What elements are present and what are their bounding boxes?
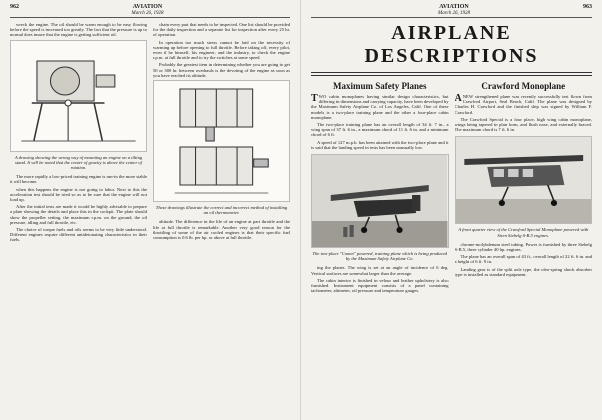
drop-cap: T bbox=[311, 94, 318, 104]
figure-caption: The two-place "Comet" powered, training plane which is being produced by the Maximum Safety Airplane Co. bbox=[312, 251, 447, 262]
right-running-head bbox=[311, 4, 592, 18]
left-masthead bbox=[132, 4, 164, 17]
paragraph: Probably the greatest item in determining whether you are going to get 50 or 300 hr. between overhauls is the devoting of the engine as soon as you have reached its altitude. bbox=[153, 62, 290, 78]
right-masthead bbox=[438, 4, 470, 17]
paragraph: The Crawford Special is a four place, high wing cabin monoplane, wings being tapered in plan form, and flush nose, and externally braced. The maximum chord is 7 ft. 6 in. bbox=[454, 116, 592, 133]
paragraph: chrome-molybdenum steel tubing. Power is furnished by three Siebelg S-B.5, three cylinder 40 hp. engines. bbox=[454, 241, 592, 253]
drop-cap: A bbox=[454, 94, 462, 104]
paragraph: altitude. The difference in the life of an engine at part throttle and the life at full throttle is remarkable. Another very good reason for the throttling of some of the air cooled engines is that their specific fuel consumption is 0.6 lb. per hp. or above at full throttle. bbox=[153, 219, 290, 241]
article-maximum-safety bbox=[311, 80, 449, 295]
paragraph: chain every part that needs to be inspected. One list should be provided for the daily inspection and a separate list for inspection after every 25 hr. of operation. bbox=[153, 22, 290, 38]
paragraph: The plane has an overall span of 43 ft., overall length of 22 ft. 6 in. and a height of 6 ft. 9 in. bbox=[454, 254, 592, 265]
crawford-monoplane-photo bbox=[455, 136, 593, 224]
paragraph: The choice of torque fuels and oils seems to be very little understood. Different engines require different antidetonating characteristics in their fuels. bbox=[10, 227, 147, 243]
paragraph: when this happens the engine is not going to labor. Next to this the acceleration test should be tried so as to be sure that the engine will not load up. bbox=[10, 186, 147, 203]
banner-rule bbox=[311, 72, 592, 76]
paragraph: A speed of 127 m.p.h. has been attained with the two-place plane and it is said that the landing speed in tests has been unusually low. bbox=[311, 139, 449, 150]
paragraph: After the initial tests are made it would be highly advisable to prepare a plate showing the details and place this in the cockpit. The plate should show the propeller setting, the maximum r.p.m. on the ground, the oil pressure, idling and full throttle, etc. bbox=[10, 204, 147, 225]
paragraph: WO cabin monoplanes having similar design characteristics, but differing in dimensions and carrying capacity, have been developed by the Maximum Safety Airplane Co. of Los Angeles, Calif. One of these models is a two-place training plane and the other a four-place cabin monoplane. bbox=[311, 94, 449, 120]
article-crawford-monoplane bbox=[455, 80, 593, 295]
paragraph: NEW strengthened plane was recently successfully test flown from Crawford Airport, Seal Beach, Calif. The plane was designed by Charles H. Crawford and the finished ship was signed by William F. Crawford. bbox=[454, 94, 592, 115]
left-issue-date: March 26, 1928 bbox=[131, 11, 164, 16]
article-title: Crawford Monoplane bbox=[481, 81, 566, 91]
comet-training-plane-photo bbox=[311, 154, 449, 248]
section-banner: AIRPLANE DESCRIPTIONS bbox=[364, 22, 539, 67]
figure-caption: A drawing showing the wrong way of mounting an engine on a tilting stand. It will be noted that the center of gravity is above the center of rotation. bbox=[14, 154, 143, 171]
figure-caption: A front quarter view of the Crawford Special Monoplane powered with Siren Siebelg S-B.5 engines. bbox=[458, 227, 589, 238]
left-page-number: 962 bbox=[10, 4, 19, 10]
left-running-head bbox=[10, 4, 290, 18]
paragraph: ing the planes. The wing is set at an angle of incidence of 6 deg. Vertical surfaces are somewhat larger than the average. bbox=[311, 265, 449, 276]
left-magazine-name: AVIATION bbox=[132, 4, 163, 10]
paragraph: wreck the engine. The oil should be warm enough to be easy flowing before the speed is increased too greatly. The fact that the pressure is up to normal does insure that the engine is getting sufficient oil. bbox=[10, 22, 147, 38]
paragraph: The two-place training plane has an overall length of 34 ft. 7 in., a wing span of 37 ft. 6 in., a maximum chord of 11 ft. 6 in. and a minimum chord of 6 ft. bbox=[311, 122, 449, 138]
article-title: Maximum Safety Planes bbox=[333, 81, 427, 91]
paragraph: The cabin interior is finished in velour and leather upholstery is also furnished. Instrument equipment consists of a panel containing tachometer, altimeter, oil pressure and temperature gauges. bbox=[311, 277, 449, 294]
paragraph: The more rapidly a low-priced training engine is run-in the more stable it will become. bbox=[10, 174, 147, 185]
paragraph: In operation too much stress cannot be laid on the necessity of warming up before opening to full throttle. Before taking off, every pilot, even if he himself, his engineer, and the industry, to check the engine r.p.m. at full throttle and to try the switches at some speed. bbox=[153, 39, 290, 61]
right-page bbox=[301, 0, 602, 420]
left-column-1 bbox=[10, 22, 147, 245]
right-issue-date: March 26, 1928 bbox=[438, 11, 470, 16]
paragraph: Landing gear is of the split axle type, the oleo-spring shock absorber type is installed as standard equipment. bbox=[454, 266, 592, 277]
figure-caption: These drawings illustrate the correct and incorrect method of installing an oil thermometer. bbox=[155, 205, 288, 216]
right-magazine-name: AVIATION bbox=[439, 4, 469, 10]
oil-thermometer-drawing bbox=[153, 80, 290, 202]
engine-tilting-stand-drawing bbox=[10, 40, 147, 152]
right-page-number: 963 bbox=[583, 4, 592, 10]
left-column-2 bbox=[153, 22, 290, 245]
